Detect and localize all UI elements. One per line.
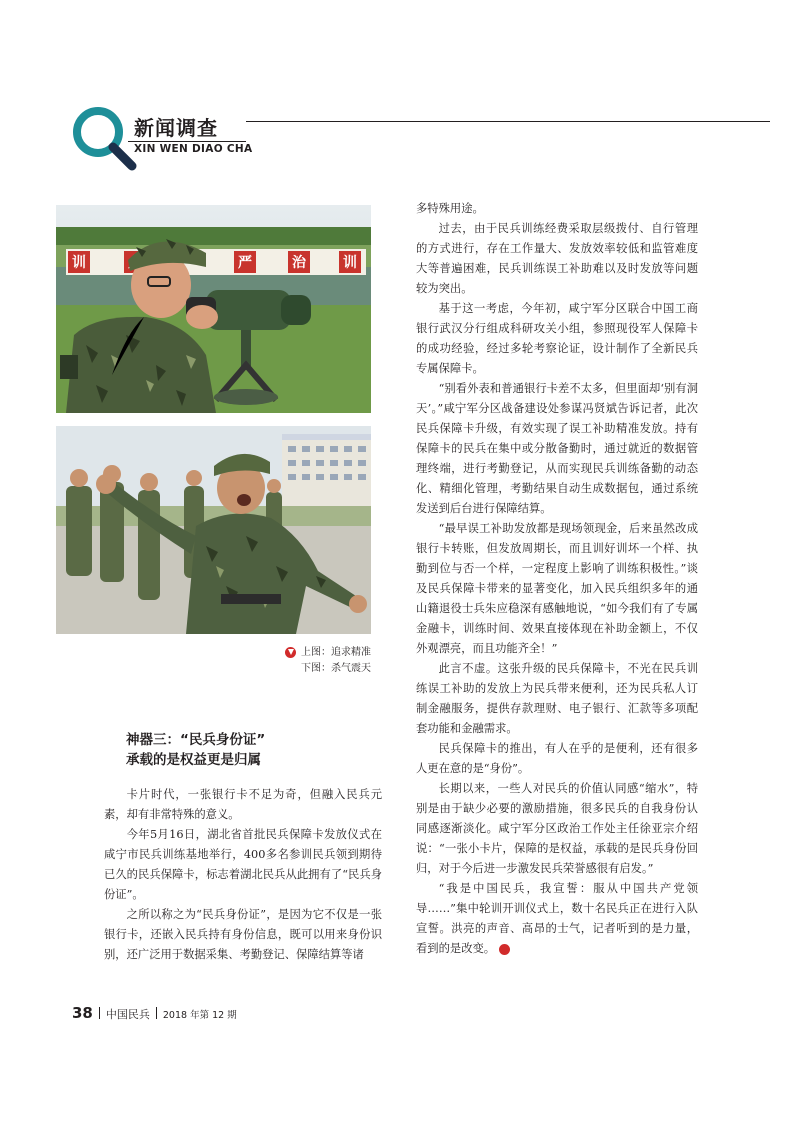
caption-marker-icon [285, 647, 296, 658]
paragraph: 长期以来，一些人对民兵的价值认同感“缩水”，特别是由于缺少必要的激励措施，很多民兵的自我身份认同感逐渐淡化。咸宁军分区政治工作处主任徐亚宗介绍说：“一张小卡片，保障的是权益，承载的是民兵身份回归，对于今后进一步激发民兵荣誉感很有启发。” [416, 782, 698, 875]
caption-line-bottom: 下图：杀气震天 [301, 663, 371, 674]
section-pinyin: XIN WEN DIAO CHA [134, 143, 253, 155]
issue-number: 2018 年第 12 期 [162, 1010, 237, 1021]
caption-line-top: 上图：追求精准 [301, 647, 371, 658]
building [282, 434, 371, 506]
paragraph: 基于这一考虑，今年初，咸宁军分区联合中国工商银行武汉分行组成科研攻关小组，参照现役军人保障卡的成功经验，经过多轮考察论证，设计制作了全新民兵专属保障卡。 [416, 302, 698, 375]
footer-divider [99, 1007, 100, 1019]
page-footer [72, 1003, 237, 1022]
photo-top-rangefinder [56, 205, 371, 413]
paragraph: 多特殊用途。 [416, 202, 484, 215]
section-title: 新闻调查 [134, 116, 218, 140]
header-divider [246, 121, 770, 122]
paragraph: 过去，由于民兵训练经费采取层级拨付、自行管理的方式进行，存在工作量大、发放效率较低和监管难度大等普遍困难，民兵训练误工补助难以及时发放等问题较为突出。 [416, 222, 698, 295]
paragraph: 此言不虚。这张升级的民兵保障卡，不光在民兵训练误工补助的发放上为民兵带来便利，还为民兵私人订制金融服务，提供存款理财、电子银行、汇款等多项配套功能和金融需求。 [416, 662, 698, 735]
article-column-left [104, 785, 382, 965]
photo-caption [285, 645, 371, 677]
paragraph: “别看外表和普通银行卡差不太多，但里面却‘别有洞天’。”咸宁军分区战备建设处参谋冯贤斌告诉记者，此次民兵保障卡升级，有效实现了误工补助精准发放。持有保障卡的民兵在集中或分散备勤时，通过就近的数据管理终端，进行考勤登记，从而实现民兵训练备勤的动态化、精细化管理，考勤结果自动生成数据包，通过系统发送到后台进行保障结算。 [416, 382, 698, 515]
subheading-line-2: 承载的是权益更是归属 [126, 752, 261, 768]
footer-divider [156, 1007, 157, 1019]
paragraph: 之所以称之为“民兵身份证”，是因为它不仅是一张银行卡，还嵌入民兵持有身份信息，既可以用来身份识别，还广泛用于数据采集、考勤登记、保障结算等诸 [104, 908, 382, 961]
subheading [126, 730, 265, 770]
banner-char: 训 [343, 255, 357, 271]
paragraph: “最早误工补助发放都是现场领现金，后来虽然改成银行卡转账，但发放周期长，而且训好训坏一个样、执勤到位与否一个样，一定程度上影响了训练积极性。”谈及民兵保障卡带来的显著变化，加入民兵组织多年的通山籍退役士兵朱应稳深有感触地说，“如今我们有了专属金融卡，训练时间、效果直接体现在补助金额上，不仅外观漂亮，而且功能齐全！” [416, 522, 698, 655]
paragraph: 今年5月16日，湖北省首批民兵保障卡发放仪式在咸宁市民兵训练基地举行，400多名参训民兵领到期待已久的民兵保障卡，标志着湖北民兵从此拥有了“民兵身份证”。 [104, 828, 382, 901]
paragraph-text: “我是中国民兵，我宣誓：服从中国共产党领导……”集中轮训开训仪式上，数十名民兵正在进行入队宣誓。洪亮的声音、高昂的士气，记者听到的是力量，看到的是改变。 [416, 882, 698, 955]
magazine-name: 中国民兵 [105, 1008, 150, 1021]
training-banner [66, 249, 366, 275]
photo-bottom-drill [56, 426, 371, 634]
banner-char: 治 [292, 255, 306, 271]
banner-char: 训 [72, 255, 86, 271]
paragraph: 卡片时代，一张银行卡不足为奇，但融入民兵元素，却有非常特殊的意义。 [104, 788, 382, 821]
article-column-right [416, 199, 698, 959]
subheading-line-1: 神器三：“民兵身份证” [126, 732, 266, 748]
end-mark-icon: ⚜ [499, 944, 510, 955]
magnifier-icon [68, 102, 140, 174]
banner-char: 严 [238, 255, 252, 271]
header-divider-short [128, 141, 246, 142]
page-number: 38 [72, 1004, 93, 1022]
paragraph-last [416, 879, 698, 959]
paragraph: 民兵保障卡的推出，有人在乎的是便利，还有很多人更在意的是“身份”。 [416, 742, 698, 775]
